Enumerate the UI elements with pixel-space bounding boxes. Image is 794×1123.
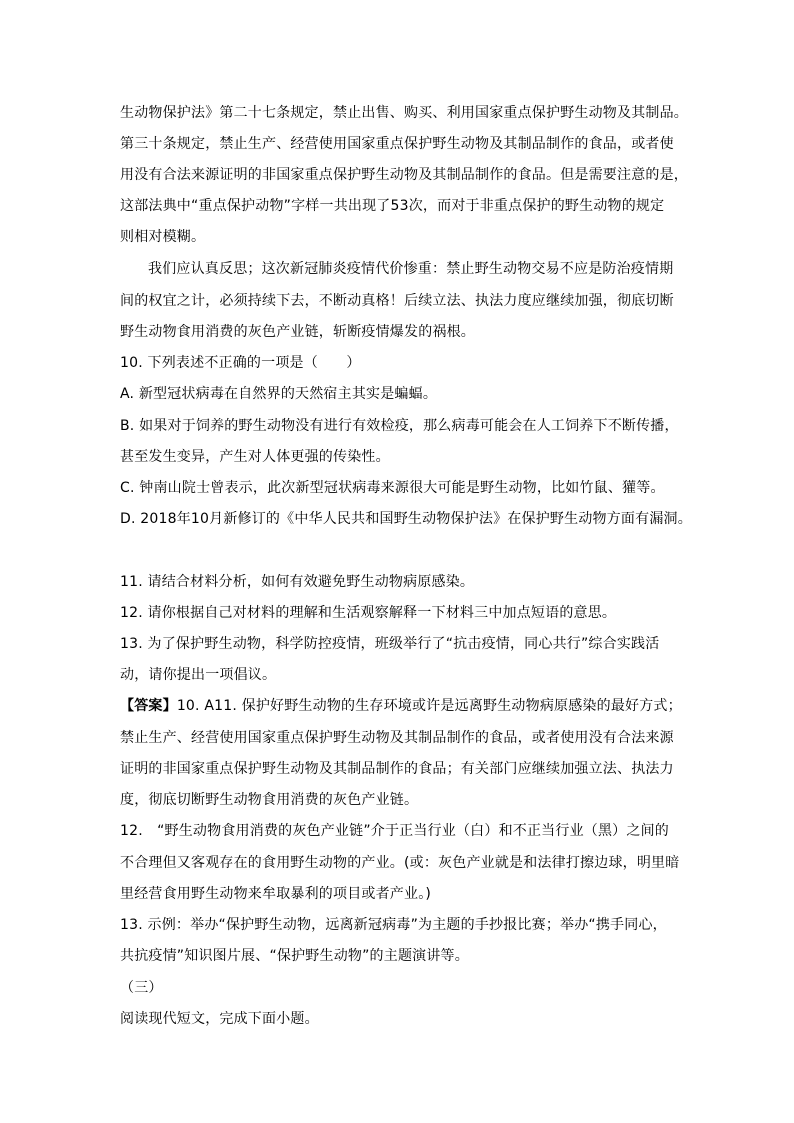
answer-line: 证明的非国家重点保护野生动物及其制品制作的食品；有关部门应继续加强立法、执法力: [120, 761, 674, 777]
question-13-cont: 动，请你提出一项倡议。: [120, 667, 277, 683]
passage-line: 用没有合法来源证明的非国家重点保护野生动物及其制品制作的食品。但是需要注意的是，: [120, 167, 688, 183]
passage-line: 第三十条规定，禁止生产、经营使用国家重点保护野生动物及其制品制作的食品，或者使: [120, 136, 674, 152]
question-10-option-c: C. 钟南山院士曾表示，此次新型冠状病毒来源很大可能是野生动物，比如竹鼠、獾等。: [120, 480, 665, 496]
answer-line: 度，彻底切断野生动物食用消费的灰色产业链。: [120, 792, 419, 808]
answer-label: 【答案】: [120, 698, 177, 714]
passage-line: 则相对模糊。: [120, 229, 206, 245]
answer-text: 10. A11. 保护好野生动物的生存环境或许是远离野生动物病原感染的最好方式；: [176, 698, 682, 714]
passage-line: 间的权宜之计，必须持续下去，不断动真格！后续立法、执法力度应继续加强，彻底切断: [120, 293, 674, 309]
answer-line: [120, 696, 682, 716]
question-11: 11. 请结合材料分析，如何有效避免野生动物病原感染。: [120, 574, 475, 590]
question-12: 12. 请你根据自己对材料的理解和生活观察解释一下材料三中加点短语的意思。: [120, 605, 617, 621]
answer-line: 禁止生产、经营使用国家重点保护野生动物及其制品制作的食品，或者使用没有合法来源: [120, 730, 674, 746]
passage-line: 这部法典中“重点保护动物”字样一共出现了53次，而对于非重点保护的野生动物的规定: [120, 198, 665, 214]
question-10-option-b-cont: 甚至发生变异，产生对人体更强的传染性。: [120, 449, 390, 465]
question-10-option-a: A. 新型冠状病毒在自然界的天然宿主其实是蝙蝠。: [120, 386, 438, 402]
answer-12-line: 12. “野生动物食用消费的灰色产业链”介于正当行业（白）和不正当行业（黑）之间的: [120, 823, 669, 839]
passage-line: 生动物保护法》第二十七条规定，禁止出售、购买、利用国家重点保护野生动物及其制品。: [120, 105, 688, 121]
section-instruction: 阅读现代短文，完成下面小题。: [120, 1011, 319, 1027]
answer-13-line: 共抗疫情”知识图片展、“保护野生动物”的主题演讲等。: [120, 948, 469, 964]
section-number: （三）: [120, 980, 163, 996]
question-13: 13. 为了保护野生动物，科学防控疫情，班级举行了“抗击疫情，同心共行”综合实践活: [120, 636, 660, 652]
answer-12-line: 里经营食用野生动物来牟取暴利的项目或者产业。): [120, 886, 432, 902]
answer-13-line: 13. 示例：举办“保护野生动物，远离新冠病毒”为主题的手抄报比赛；举办“携手同心，: [120, 917, 667, 933]
answer-12-line: 不合理但又客观存在的食用野生动物的产业。(或：灰色产业就是和法律打擦边球，明里暗: [120, 855, 680, 871]
question-10-stem: 10. 下列表述不正确的一项是（ ）: [120, 355, 361, 371]
passage-line: 我们应认真反思；这次新冠肺炎疫情代价惨重：禁止野生动物交易不应是防治疫情期: [148, 261, 674, 277]
question-10-option-b: B. 如果对于饲养的野生动物没有进行有效检疫，那么病毒可能会在人工饲养下不断传播，: [120, 418, 679, 434]
passage-line: 野生动物食用消费的灰色产业链，斩断疫情爆发的祸根。: [120, 324, 475, 340]
question-10-option-d: D. 2018年10月新修订的《中华人民共和国野生动物保护法》在保护野生动物方面有漏洞。: [120, 511, 692, 527]
